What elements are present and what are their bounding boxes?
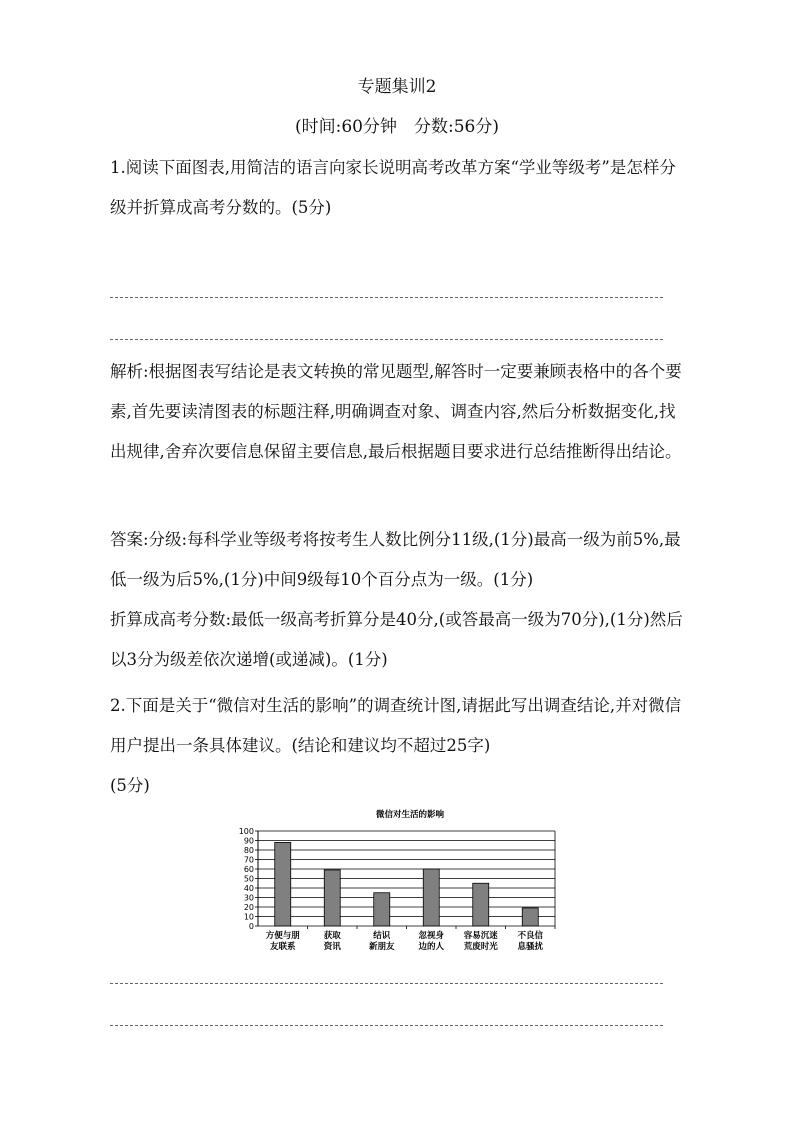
chart-grid — [258, 831, 555, 926]
answer-line — [110, 983, 663, 984]
bar — [423, 869, 439, 926]
x-tick-label: 荒废时光 — [463, 942, 498, 952]
x-tick-label: 方便与朋 — [265, 931, 300, 941]
x-tick-label: 获取 — [323, 931, 341, 941]
y-tick-label: 90 — [243, 836, 254, 846]
x-tick-label: 边的人 — [418, 942, 445, 952]
y-tick-label: 10 — [243, 912, 254, 922]
page-subtitle: (时间:60分钟 分数:56分) — [295, 117, 499, 137]
bar — [275, 842, 291, 926]
answer-line — [110, 339, 663, 340]
x-tick-label: 友联系 — [269, 942, 296, 952]
bar — [374, 893, 390, 926]
question-1-analysis: 解析:根据图表写结论是表文转换的常见题型,解答时一定要兼顾表格中的各个要素,首先要读清图表的标题注释,明确调查对象、调查内容,然后分析数据变化,找出规律,舍弃次要信息保留主要信息,最后根据题目要求进行总结推断得出结论。 — [110, 362, 682, 461]
page-title: 专题集训2 — [357, 77, 437, 97]
x-tick-label: 容易沉迷 — [463, 931, 498, 941]
chart-title: 微信对生活的影响 — [375, 810, 445, 820]
question-2-points: (5分) — [110, 776, 150, 795]
question-1-prompt: 1.阅读下面图表,用简洁的语言向家长说明高考改革方案“学业等级考”是怎样分级并折算成高考分数的。(5分) — [110, 158, 676, 217]
x-tick-label: 结识 — [373, 931, 391, 941]
y-tick-label: 0 — [248, 922, 254, 931]
y-tick-label: 40 — [243, 884, 254, 893]
x-tick-label: 资讯 — [323, 942, 341, 952]
y-tick-label: 30 — [243, 893, 254, 903]
y-tick-label: 80 — [243, 846, 254, 855]
bar — [522, 908, 538, 926]
question-2-prompt: 2.下面是关于“微信对生活的影响”的调查统计图,请据此写出调查结论,并对微信用户提出一条具体建议。(结论和建议均不超过25字) — [110, 696, 682, 755]
question-1-answer-conversion: 折算成高考分数:最低一级高考折算分是40分,(或答最高一级为70分),(1分)然后以3分为级差依次递增(或递减)。(1分) — [110, 610, 683, 669]
y-tick-label: 20 — [243, 903, 254, 912]
x-tick-label: 息骚扰 — [517, 942, 544, 952]
chart-bars — [275, 842, 539, 926]
question-1-answer-grading: 答案:分级:每科学业等级考将按考生人数比例分11级,(1分)最高一级为前5%,最低一级为后5%,(1分)中间9级每10个百分点为一级。(1分) — [110, 530, 681, 589]
bar-chart — [225, 805, 565, 960]
x-tick-label: 新朋友 — [368, 942, 395, 952]
answer-line — [110, 297, 663, 298]
bar — [473, 883, 489, 926]
y-tick-label: 50 — [243, 874, 254, 884]
y-tick-label: 60 — [243, 865, 254, 874]
answer-line — [110, 1025, 663, 1026]
chart-x-labels — [266, 926, 555, 952]
x-tick-label: 忽视身 — [418, 931, 445, 941]
y-tick-label: 70 — [243, 855, 254, 865]
x-tick-label: 不良信 — [517, 931, 544, 941]
y-tick-label: 100 — [238, 827, 254, 836]
bar — [324, 870, 340, 926]
